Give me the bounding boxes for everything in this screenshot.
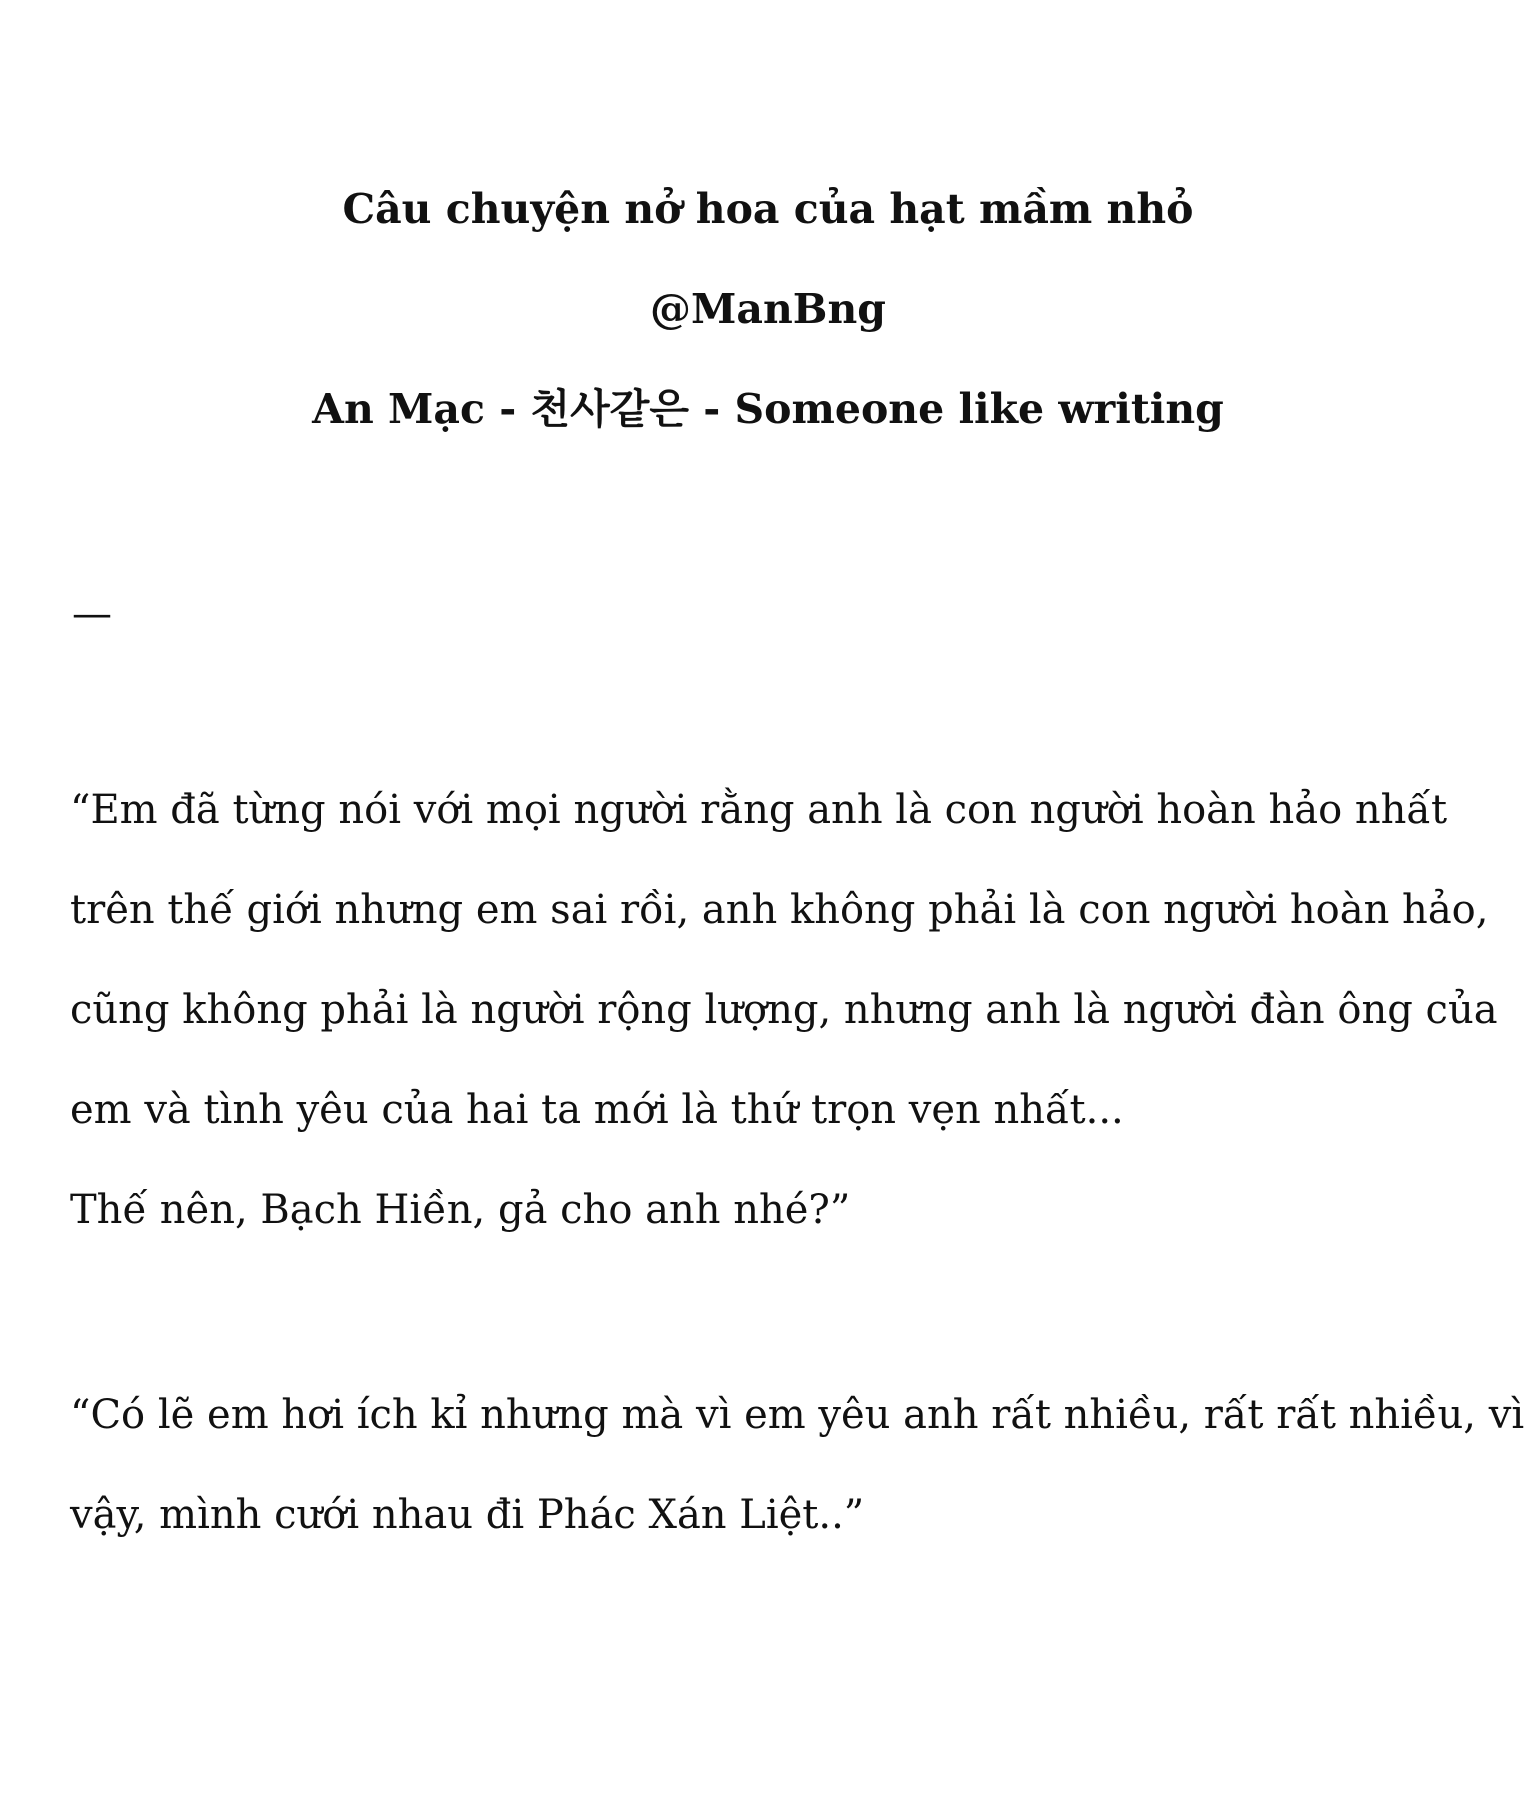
quote-paragraph-1-closing: [70, 1160, 1490, 1260]
paragraph-line: “Em đã từng nói với mọi người rằng anh là con người hoàn hảo nhất: [70, 787, 1448, 833]
paragraph-line: “Có lẽ em hơi ích kỉ nhưng mà vì em yêu anh rất nhiều, rất rất nhiều, vì: [70, 1392, 1525, 1438]
paragraph-line: cũng không phải là người rộng lượng, nhưng anh là người đàn ông của: [70, 987, 1498, 1033]
quote-paragraph-1: [70, 760, 1498, 1160]
paragraph-line: Thế nên, Bạch Hiền, gả cho anh nhé?”: [70, 1187, 851, 1233]
paragraph-line: trên thế giới nhưng em sai rồi, anh không phải là con người hoàn hảo,: [70, 887, 1489, 933]
section-divider: —: [72, 591, 112, 637]
paragraph-line: em và tình yêu của hai ta mới là thứ trọn vẹn nhất...: [70, 1087, 1124, 1133]
author-handle: @ManBng: [650, 285, 886, 333]
credits-line: An Mạc - 천사같은 - Someone like writing: [312, 385, 1224, 433]
paragraph-line: vậy, mình cưới nhau đi Phác Xán Liệt..”: [70, 1492, 865, 1538]
story-title: Câu chuyện nở hoa của hạt mầm nhỏ: [342, 185, 1194, 233]
quote-paragraph-2: [70, 1365, 1525, 1565]
